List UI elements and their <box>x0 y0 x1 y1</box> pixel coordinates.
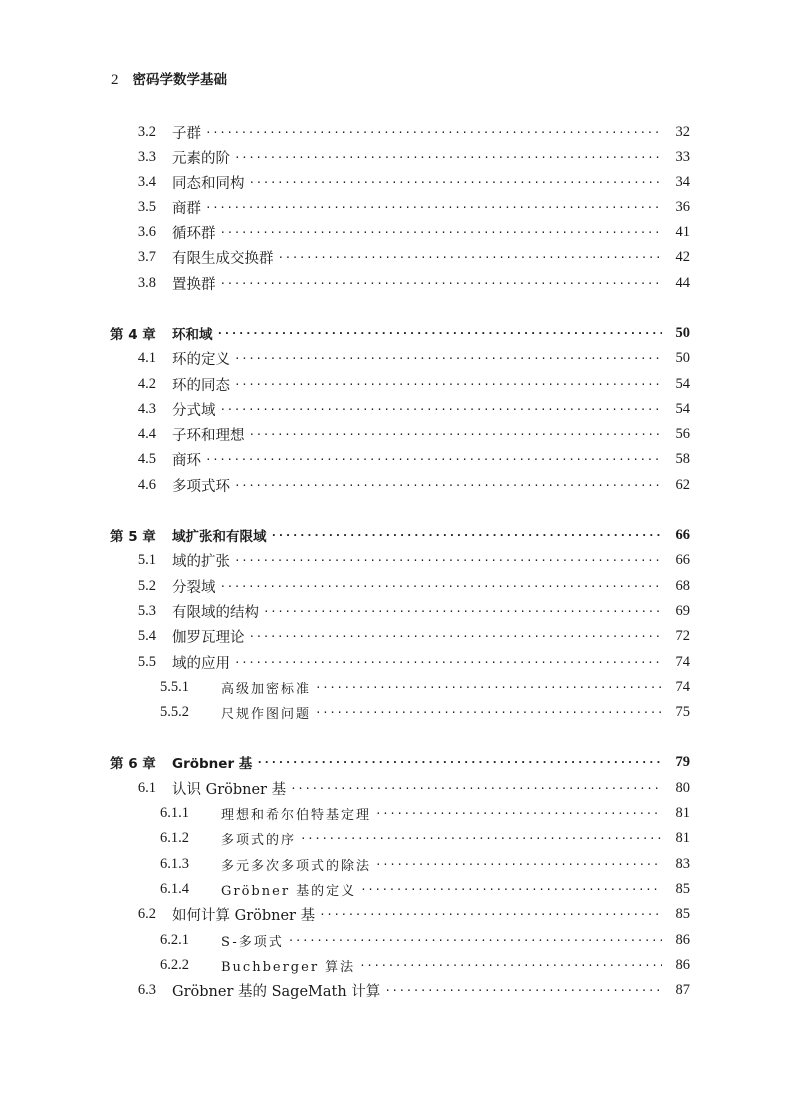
toc-section-entry[interactable] <box>110 979 690 1001</box>
toc-entry-title: S-多项式 <box>221 934 284 950</box>
toc-entry-title: Buchberger 算法 <box>221 959 356 975</box>
toc-sub-entry[interactable] <box>160 954 690 976</box>
toc-entry-number: 4.1 <box>137 349 156 366</box>
toc-entry-page: 69 <box>675 602 690 619</box>
toc-entry-title: 元素的阶 <box>172 150 230 167</box>
toc-entry-number: 3.5 <box>137 198 156 215</box>
toc-entry-page: 86 <box>675 956 690 973</box>
toc-section-entry[interactable] <box>110 347 690 369</box>
toc-entry-page: 85 <box>675 905 690 922</box>
toc-entry-page: 58 <box>675 450 690 467</box>
dot-leader <box>234 378 662 391</box>
dot-leader <box>220 277 663 290</box>
toc-sub-entry[interactable] <box>160 701 690 723</box>
toc-entry-number: 3.2 <box>137 123 156 140</box>
page-number: 2 <box>111 72 119 88</box>
toc-entry-title: 商群 <box>172 200 201 217</box>
toc-entry-number: 5.3 <box>137 602 156 619</box>
toc-entry-page: 81 <box>675 829 690 846</box>
toc-entry-title: Gröbner 基 <box>172 756 253 772</box>
dot-leader <box>359 959 662 972</box>
toc-entry-number: 3.6 <box>137 223 156 240</box>
toc-section-entry[interactable] <box>110 171 690 193</box>
toc-entry-number: 6.3 <box>137 981 156 998</box>
toc-sub-entry[interactable] <box>160 878 690 900</box>
dot-leader <box>220 226 663 239</box>
toc-entry-number: 6.1.1 <box>160 804 189 821</box>
toc-section-entry[interactable] <box>110 448 690 470</box>
toc-entry-title: 多项式的序 <box>221 832 297 848</box>
toc-entry-page: 42 <box>675 248 690 265</box>
toc-entry-page: 68 <box>675 577 690 594</box>
dot-leader <box>220 580 663 593</box>
toc-entry-number: 6.1 <box>137 779 156 796</box>
toc-chapter-entry[interactable] <box>110 751 690 773</box>
toc-entry-title: 同态和同构 <box>172 175 245 192</box>
dot-leader <box>278 251 663 264</box>
toc-entry-number: 6.1.4 <box>160 880 189 897</box>
toc-entry-number: 3.3 <box>137 148 156 165</box>
toc-entry-title: 子群 <box>172 125 201 142</box>
toc-entry-number: 4.4 <box>137 425 156 442</box>
toc-entry-page: 79 <box>675 753 690 770</box>
toc-entry-page: 74 <box>675 678 690 695</box>
toc-sub-entry[interactable] <box>160 676 690 698</box>
toc-entry-page: 72 <box>675 627 690 644</box>
toc-entry-number: 4.3 <box>137 400 156 417</box>
toc-sub-entry[interactable] <box>160 853 690 875</box>
dot-leader <box>220 403 663 416</box>
dot-leader <box>205 126 662 139</box>
toc-entry-page: 80 <box>675 779 690 796</box>
toc-entry-title: 理想和希尔伯特基定理 <box>221 807 372 823</box>
toc-section-entry[interactable] <box>110 272 690 294</box>
toc-entry-title: 多元多次多项式的除法 <box>221 858 372 874</box>
toc-entry-number: 第 5 章 <box>110 529 156 545</box>
toc-section-entry[interactable] <box>110 221 690 243</box>
toc-entry-page: 66 <box>675 551 690 568</box>
toc-entry-number: 6.1.3 <box>160 855 189 872</box>
toc-entry-title: 伽罗瓦理论 <box>172 629 245 646</box>
toc-entry-number: 4.6 <box>137 476 156 493</box>
toc-entry-title: 尺规作图问题 <box>221 706 312 722</box>
dot-leader <box>234 656 662 669</box>
toc-entry-number: 5.4 <box>137 627 156 644</box>
running-header <box>111 68 227 89</box>
toc-section-entry[interactable] <box>110 246 690 268</box>
dot-leader <box>288 934 662 947</box>
toc-entry-number: 5.1 <box>137 551 156 568</box>
toc-entry-page: 36 <box>675 198 690 215</box>
dot-leader <box>234 151 662 164</box>
toc-entry-title: 域的扩张 <box>172 553 230 570</box>
dot-leader <box>234 554 662 567</box>
toc-entry-page: 74 <box>675 653 690 670</box>
toc-entry-number: 6.2.1 <box>160 931 189 948</box>
toc-entry-page: 86 <box>675 931 690 948</box>
toc-section-entry[interactable] <box>110 146 690 168</box>
toc-entry-page: 62 <box>675 476 690 493</box>
toc-entry-title: 分裂域 <box>172 579 216 596</box>
toc-entry-title: 高级加密标准 <box>221 681 312 697</box>
toc-entry-title: 多项式环 <box>172 478 230 495</box>
toc-section-entry[interactable] <box>110 196 690 218</box>
toc-entry-page: 56 <box>675 425 690 442</box>
toc-entry-title: 有限生成交换群 <box>172 250 274 267</box>
dot-leader <box>300 832 662 845</box>
toc-entry-page: 81 <box>675 804 690 821</box>
toc-entry-title: 商环 <box>172 452 201 469</box>
toc-entry-number: 4.5 <box>137 450 156 467</box>
toc-section-entry[interactable] <box>110 423 690 445</box>
toc-entry-page: 54 <box>675 400 690 417</box>
dot-leader <box>315 706 662 719</box>
dot-leader <box>256 756 662 769</box>
dot-leader <box>205 453 662 466</box>
toc-section-entry[interactable] <box>110 651 690 673</box>
toc-entry-number: 6.2 <box>137 905 156 922</box>
toc-entry-title: 循环群 <box>172 225 216 242</box>
dot-leader <box>249 428 663 441</box>
dot-leader <box>384 984 662 997</box>
toc-chapter-entry[interactable] <box>110 524 690 546</box>
toc-sub-entry[interactable] <box>160 827 690 849</box>
toc-entry-title: 域的应用 <box>172 655 230 672</box>
toc-entry-page: 85 <box>675 880 690 897</box>
toc-entry-title: 环和域 <box>172 327 213 343</box>
toc-entry-title: 分式域 <box>172 402 216 419</box>
toc-section-entry[interactable] <box>110 777 690 799</box>
toc-section-entry[interactable] <box>110 575 690 597</box>
toc-entry-page: 33 <box>675 148 690 165</box>
toc-entry-number: 3.7 <box>137 248 156 265</box>
toc-entry-page: 32 <box>675 123 690 140</box>
dot-leader <box>205 201 662 214</box>
toc-entry-page: 41 <box>675 223 690 240</box>
toc-chapter-entry[interactable] <box>110 322 690 344</box>
toc-entry-number: 4.2 <box>137 375 156 392</box>
toc-entry-page: 83 <box>675 855 690 872</box>
dot-leader <box>315 681 662 694</box>
toc-section-entry[interactable] <box>110 373 690 395</box>
toc-entry-page: 75 <box>675 703 690 720</box>
dot-leader <box>290 782 662 795</box>
toc-entry-page: 87 <box>675 981 690 998</box>
toc-section-entry[interactable] <box>110 549 690 571</box>
toc-section-entry[interactable] <box>110 625 690 647</box>
dot-leader <box>263 605 662 618</box>
book-title: 密码学数学基础 <box>132 72 227 88</box>
toc-entry-page: 50 <box>675 349 690 366</box>
dot-leader <box>217 327 663 340</box>
toc-entry-title: Gröbner 基的定义 <box>221 883 357 899</box>
toc-entry-number: 3.4 <box>137 173 156 190</box>
dot-leader <box>234 479 662 492</box>
toc-entry-page: 54 <box>675 375 690 392</box>
toc-section-entry[interactable] <box>110 474 690 496</box>
toc-entry-title: 如何计算 Gröbner 基 <box>172 907 316 924</box>
dot-leader <box>249 630 663 643</box>
toc-entry-title: 认识 Gröbner 基 <box>172 781 287 798</box>
toc-entry-page: 34 <box>675 173 690 190</box>
dot-leader <box>375 858 662 871</box>
toc-entry-number: 5.5.1 <box>160 678 189 695</box>
toc-entry-page: 44 <box>675 274 690 291</box>
dot-leader <box>360 883 662 896</box>
toc-section-entry[interactable] <box>110 600 690 622</box>
dot-leader <box>249 176 663 189</box>
toc-entry-number: 5.2 <box>137 577 156 594</box>
toc-section-entry[interactable] <box>110 398 690 420</box>
toc-entry-title: 子环和理想 <box>172 427 245 444</box>
toc-sub-entry[interactable] <box>160 929 690 951</box>
toc-entry-number: 第 6 章 <box>110 756 156 772</box>
toc-entry-page: 66 <box>675 526 690 543</box>
toc-entry-title: 环的同态 <box>172 377 230 394</box>
dot-leader <box>271 529 663 542</box>
toc-entry-number: 6.1.2 <box>160 829 189 846</box>
toc-section-entry[interactable] <box>110 121 690 143</box>
toc-entry-page: 50 <box>675 324 690 341</box>
toc-entry-number: 5.5.2 <box>160 703 189 720</box>
toc-entry-number: 5.5 <box>137 653 156 670</box>
toc-entry-title: 置换群 <box>172 276 216 293</box>
toc-section-entry[interactable] <box>110 903 690 925</box>
toc-entry-number: 6.2.2 <box>160 956 189 973</box>
toc-entry-title: 域扩张和有限域 <box>172 529 267 545</box>
dot-leader <box>375 807 662 820</box>
dot-leader <box>319 908 662 921</box>
toc-entry-title: 有限域的结构 <box>172 604 259 621</box>
toc-entry-number: 第 4 章 <box>110 327 156 343</box>
toc-entry-title: Gröbner 基的 SageMath 计算 <box>172 983 381 1000</box>
toc-entry-number: 3.8 <box>137 274 156 291</box>
toc-entry-title: 环的定义 <box>172 351 230 368</box>
dot-leader <box>234 352 662 365</box>
toc-sub-entry[interactable] <box>160 802 690 824</box>
